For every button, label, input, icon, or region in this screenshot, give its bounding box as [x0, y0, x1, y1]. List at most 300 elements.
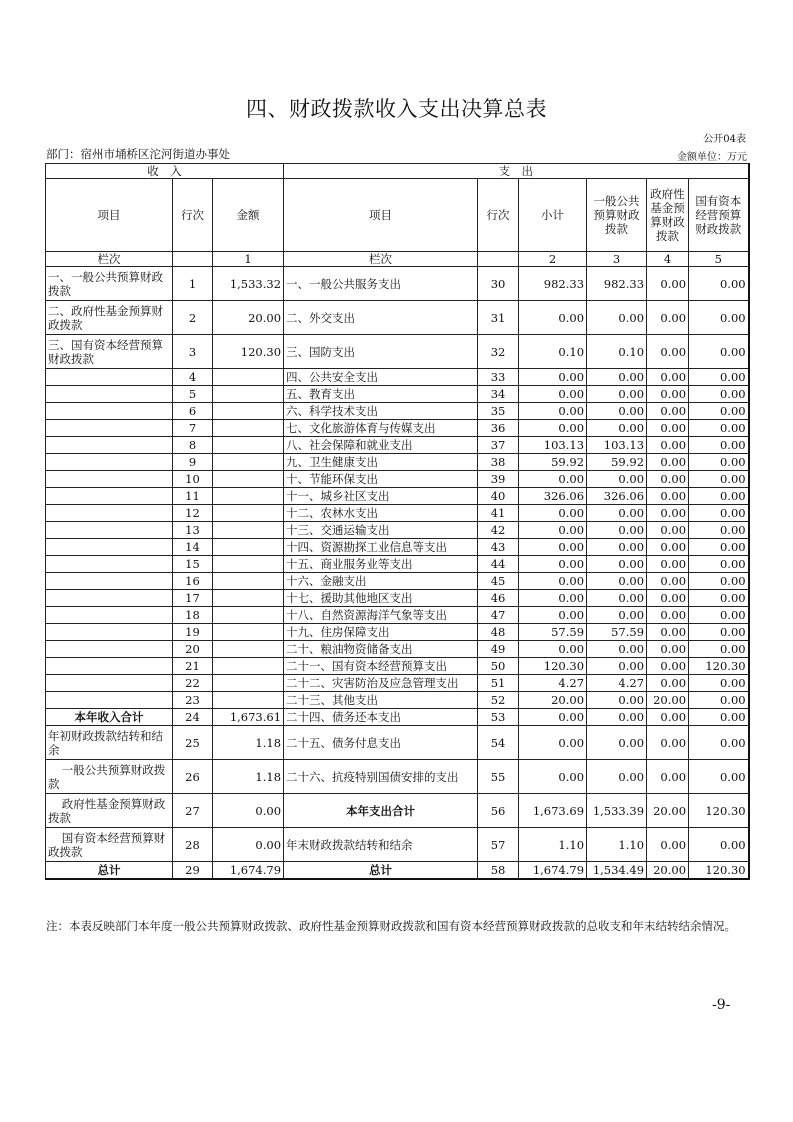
table-row [46, 607, 749, 624]
expense-state-capital-cell: 0.00 [689, 726, 749, 760]
table-row [46, 590, 749, 607]
expense-line-cell: 35 [478, 403, 519, 420]
expense-subtotal-cell: 0.00 [519, 505, 587, 522]
expense-item-cell: 十三、交通运输支出 [284, 522, 478, 539]
income-line-cell: 26 [173, 760, 213, 794]
expense-item-cell: 二十四、债务还本支出 [284, 709, 478, 726]
expense-general-cell: 0.00 [587, 573, 647, 590]
income-amount-cell [213, 420, 284, 437]
expense-gov-fund-cell: 0.00 [647, 709, 689, 726]
income-line-cell: 19 [173, 624, 213, 641]
expense-general-cell: 0.10 [587, 335, 647, 369]
expense-subtotal-cell: 1,674.79 [519, 862, 587, 880]
expense-line-cell: 38 [478, 454, 519, 471]
expense-general-cell: 0.00 [587, 607, 647, 624]
income-item-cell [46, 573, 173, 590]
expense-general-cell: 0.00 [587, 692, 647, 709]
income-item-cell: 三、国有资本经营预算财政拨款 [46, 335, 173, 369]
income-amount-cell: 1.18 [213, 760, 284, 794]
expense-general-cell: 982.33 [587, 267, 647, 301]
expense-gov-fund-cell: 0.00 [647, 522, 689, 539]
expense-state-capital-cell: 0.00 [689, 675, 749, 692]
expense-line-cell: 30 [478, 267, 519, 301]
table-row [46, 454, 749, 471]
expense-gov-fund-cell: 0.00 [647, 369, 689, 386]
income-amount-cell: 1,673.61 [213, 709, 284, 726]
expense-subtotal-cell: 0.00 [519, 709, 587, 726]
expense-subtotal-cell: 0.00 [519, 471, 587, 488]
expense-general-cell: 1,534.49 [587, 862, 647, 880]
income-amount-cell [213, 522, 284, 539]
expense-state-capital-cell: 0.00 [689, 573, 749, 590]
income-line-header: 行次 [173, 179, 213, 252]
expense-subtotal-cell: 0.00 [519, 641, 587, 658]
expense-state-capital-cell: 0.00 [689, 828, 749, 862]
expense-state-capital-cell: 0.00 [689, 437, 749, 454]
expense-line-cell: 50 [478, 658, 519, 675]
column-index-2: 2 [519, 252, 587, 267]
expense-state-capital-cell: 0.00 [689, 403, 749, 420]
expense-item-cell: 十四、资源勘探工业信息等支出 [284, 539, 478, 556]
expense-item-header: 项目 [284, 179, 478, 252]
income-amount-cell [213, 505, 284, 522]
expense-subtotal-cell: 326.06 [519, 488, 587, 505]
expense-state-capital-cell: 120.30 [689, 862, 749, 880]
expense-line-cell: 56 [478, 794, 519, 828]
expense-line-cell: 58 [478, 862, 519, 880]
page-number: -9- [712, 997, 731, 1013]
expense-state-capital-cell: 0.00 [689, 369, 749, 386]
expense-gov-fund-cell: 0.00 [647, 539, 689, 556]
expense-state-capital-cell: 0.00 [689, 692, 749, 709]
income-amount-cell [213, 403, 284, 420]
table-row [46, 675, 749, 692]
expense-subtotal-cell: 0.00 [519, 386, 587, 403]
expense-state-capital-cell: 0.00 [689, 301, 749, 335]
income-amount-cell [213, 386, 284, 403]
expense-general-cell: 0.00 [587, 658, 647, 675]
income-item-cell: 国有资本经营预算财政拨款 [46, 828, 173, 862]
income-line-cell: 23 [173, 692, 213, 709]
expense-gov-fund-cell: 0.00 [647, 267, 689, 301]
form-number: 公开04表 [703, 134, 746, 145]
income-item-cell [46, 675, 173, 692]
income-line-cell: 3 [173, 335, 213, 369]
expense-item-cell: 十五、商业服务业等支出 [284, 556, 478, 573]
table-row [46, 709, 749, 726]
income-item-cell: 政府性基金预算财政拨款 [46, 794, 173, 828]
expense-line-cell: 57 [478, 828, 519, 862]
income-line-cell: 22 [173, 675, 213, 692]
income-line-cell: 21 [173, 658, 213, 675]
income-item-cell [46, 522, 173, 539]
group-header-row [46, 164, 749, 179]
expense-state-capital-cell: 0.00 [689, 522, 749, 539]
income-item-cell [46, 420, 173, 437]
expense-line-cell: 53 [478, 709, 519, 726]
expense-line-header: 行次 [478, 179, 519, 252]
expense-item-cell: 二十五、债务付息支出 [284, 726, 478, 760]
income-item-cell: 年初财政拨款结转和结余 [46, 726, 173, 760]
income-amount-cell [213, 641, 284, 658]
expense-line-cell: 45 [478, 573, 519, 590]
expense-subtotal-cell: 0.00 [519, 590, 587, 607]
department-label: 部门：宿州市埇桥区沱河街道办事处 [46, 147, 230, 161]
income-line-cell: 6 [173, 403, 213, 420]
income-amount-header: 金额 [213, 179, 284, 252]
income-amount-cell: 0.00 [213, 794, 284, 828]
expense-item-cell: 七、文化旅游体育与传媒支出 [284, 420, 478, 437]
income-line-cell: 1 [173, 267, 213, 301]
expense-gov-fund-cell: 0.00 [647, 437, 689, 454]
expense-item-cell: 年末财政拨款结转和结余 [284, 828, 478, 862]
expense-item-cell: 十二、农林水支出 [284, 505, 478, 522]
expense-item-cell: 十八、自然资源海洋气象等支出 [284, 607, 478, 624]
expense-gov-fund-cell: 20.00 [647, 794, 689, 828]
expense-item-cell: 一、一般公共服务支出 [284, 267, 478, 301]
income-item-cell [46, 658, 173, 675]
expense-line-cell: 37 [478, 437, 519, 454]
table-row [46, 420, 749, 437]
income-item-cell: 一、一般公共预算财政拨款 [46, 267, 173, 301]
income-line-cell: 9 [173, 454, 213, 471]
income-line-cell: 10 [173, 471, 213, 488]
expense-general-cell: 57.59 [587, 624, 647, 641]
expense-line-cell: 39 [478, 471, 519, 488]
income-item-cell: 二、政府性基金预算财政拨款 [46, 301, 173, 335]
expense-item-cell: 十一、城乡社区支出 [284, 488, 478, 505]
income-item-cell [46, 369, 173, 386]
expense-state-capital-cell: 0.00 [689, 709, 749, 726]
income-item-cell [46, 539, 173, 556]
expense-general-cell: 0.00 [587, 471, 647, 488]
expense-gov-fund-cell: 0.00 [647, 420, 689, 437]
income-amount-cell [213, 590, 284, 607]
expense-subtotal-cell: 0.00 [519, 760, 587, 794]
table-row [46, 301, 749, 335]
income-amount-cell [213, 573, 284, 590]
expense-general-cell: 1.10 [587, 828, 647, 862]
expense-subtotal-cell: 0.00 [519, 522, 587, 539]
expense-subtotal-cell: 20.00 [519, 692, 587, 709]
income-item-cell [46, 386, 173, 403]
income-line-cell: 8 [173, 437, 213, 454]
expense-line-cell: 49 [478, 641, 519, 658]
column-index-label: 栏次 [46, 252, 173, 267]
expense-line-cell: 42 [478, 522, 519, 539]
table-row [46, 386, 749, 403]
expense-item-cell: 五、教育支出 [284, 386, 478, 403]
expense-line-cell: 51 [478, 675, 519, 692]
table-row [46, 624, 749, 641]
expense-gov-fund-cell: 20.00 [647, 862, 689, 880]
expense-subtotal-cell: 0.00 [519, 403, 587, 420]
income-amount-cell: 1.18 [213, 726, 284, 760]
column-index-4: 4 [647, 252, 689, 267]
expense-state-capital-cell: 0.00 [689, 624, 749, 641]
income-item-cell: 本年收入合计 [46, 709, 173, 726]
income-amount-cell [213, 471, 284, 488]
table-row [46, 760, 749, 794]
expense-general-cell: 326.06 [587, 488, 647, 505]
expense-gov-fund-cell: 20.00 [647, 692, 689, 709]
income-line-cell: 24 [173, 709, 213, 726]
table-row [46, 488, 749, 505]
income-line-cell: 5 [173, 386, 213, 403]
column-index-1: 1 [213, 252, 284, 267]
expense-item-cell: 二十二、灾害防治及应急管理支出 [284, 675, 478, 692]
expense-line-cell: 47 [478, 607, 519, 624]
expense-subtotal-cell: 59.92 [519, 454, 587, 471]
expense-line-cell: 40 [478, 488, 519, 505]
table-body [46, 267, 749, 880]
table-row [46, 437, 749, 454]
expense-line-cell: 32 [478, 335, 519, 369]
income-amount-cell [213, 369, 284, 386]
income-item-cell: 一般公共预算财政拨款 [46, 760, 173, 794]
expense-line-cell: 55 [478, 760, 519, 794]
expense-gov-fund-cell: 0.00 [647, 641, 689, 658]
expense-item-cell: 十七、援助其他地区支出 [284, 590, 478, 607]
income-line-cell: 13 [173, 522, 213, 539]
expense-gov-fund-cell: 0.00 [647, 556, 689, 573]
expense-state-capital-cell: 120.30 [689, 658, 749, 675]
expense-general-cell: 0.00 [587, 556, 647, 573]
income-amount-cell [213, 488, 284, 505]
expense-subtotal-cell: 0.00 [519, 607, 587, 624]
expense-subtotal-cell: 0.00 [519, 301, 587, 335]
income-item-cell [46, 505, 173, 522]
expense-state-capital-cell: 0.00 [689, 760, 749, 794]
expense-subtotal-cell: 982.33 [519, 267, 587, 301]
expense-state-capital-cell: 0.00 [689, 335, 749, 369]
table-row [46, 335, 749, 369]
expense-line-cell: 33 [478, 369, 519, 386]
page-title: 四、财政拨款收入支出决算总表 [246, 97, 547, 121]
budget-summary-table [45, 163, 750, 880]
expense-line-cell: 52 [478, 692, 519, 709]
expense-gov-fund-cell: 0.00 [647, 335, 689, 369]
column-index-3: 3 [587, 252, 647, 267]
table-row [46, 267, 749, 301]
income-item-cell [46, 607, 173, 624]
expense-item-cell: 二十三、其他支出 [284, 692, 478, 709]
expense-state-capital-cell: 0.00 [689, 454, 749, 471]
expense-general-cell: 1,533.39 [587, 794, 647, 828]
expense-general-header: 一般公共预算财政拨款 [587, 179, 647, 252]
expense-state-capital-cell: 0.00 [689, 386, 749, 403]
expense-general-cell: 0.00 [587, 641, 647, 658]
expense-general-cell: 0.00 [587, 709, 647, 726]
expense-item-cell: 三、国防支出 [284, 335, 478, 369]
income-amount-cell [213, 539, 284, 556]
expense-gov-fund-cell: 0.00 [647, 760, 689, 794]
expense-gov-fund-cell: 0.00 [647, 675, 689, 692]
column-index-5: 5 [689, 252, 749, 267]
expense-line-cell: 44 [478, 556, 519, 573]
expense-gov-fund-cell: 0.00 [647, 403, 689, 420]
expense-general-cell: 0.00 [587, 726, 647, 760]
income-line-cell: 28 [173, 828, 213, 862]
expense-gov-fund-cell: 0.00 [647, 454, 689, 471]
table-row [46, 862, 749, 880]
expense-line-cell: 43 [478, 539, 519, 556]
expense-item-cell: 本年支出合计 [284, 794, 478, 828]
income-line-cell: 7 [173, 420, 213, 437]
income-line-cell: 16 [173, 573, 213, 590]
expense-item-cell: 十九、住房保障支出 [284, 624, 478, 641]
empty-cell [173, 252, 213, 267]
table-row [46, 573, 749, 590]
expense-item-cell: 六、科学技术支出 [284, 403, 478, 420]
expense-item-cell: 二十一、国有资本经营预算支出 [284, 658, 478, 675]
expense-subtotal-cell: 0.00 [519, 369, 587, 386]
income-item-cell [46, 624, 173, 641]
expense-state-capital-cell: 0.00 [689, 505, 749, 522]
expense-subtotal-cell: 57.59 [519, 624, 587, 641]
expense-gov-fund-cell: 0.00 [647, 505, 689, 522]
expense-subtotal-cell: 103.13 [519, 437, 587, 454]
footnote: 注：本表反映部门本年度一般公共预算财政拨款、政府性基金预算财政拨款和国有资本经营预算财政拨款的总收支和年末结转结余情况。 [46, 919, 736, 933]
table-row [46, 658, 749, 675]
income-line-cell: 14 [173, 539, 213, 556]
expense-state-capital-cell: 0.00 [689, 539, 749, 556]
expense-state-capital-cell: 0.00 [689, 471, 749, 488]
table-row [46, 505, 749, 522]
income-amount-cell: 1,533.32 [213, 267, 284, 301]
expense-gov-fund-cell: 0.00 [647, 471, 689, 488]
table-row [46, 539, 749, 556]
income-amount-cell [213, 437, 284, 454]
column-index-label: 栏次 [284, 252, 478, 267]
income-amount-cell [213, 658, 284, 675]
expense-general-cell: 103.13 [587, 437, 647, 454]
expense-general-cell: 0.00 [587, 539, 647, 556]
expense-gov-fund-cell: 0.00 [647, 573, 689, 590]
expense-general-cell: 0.00 [587, 386, 647, 403]
income-line-cell: 2 [173, 301, 213, 335]
expense-line-cell: 34 [478, 386, 519, 403]
income-amount-cell [213, 675, 284, 692]
expense-subtotal-cell: 0.10 [519, 335, 587, 369]
expense-line-cell: 41 [478, 505, 519, 522]
expense-item-cell: 四、公共安全支出 [284, 369, 478, 386]
expense-line-cell: 31 [478, 301, 519, 335]
expense-general-cell: 0.00 [587, 301, 647, 335]
expense-item-cell: 总计 [284, 862, 478, 880]
income-line-cell: 29 [173, 862, 213, 880]
expense-general-cell: 0.00 [587, 420, 647, 437]
expense-state-capital-cell: 0.00 [689, 556, 749, 573]
income-amount-cell [213, 556, 284, 573]
income-item-cell [46, 471, 173, 488]
expense-general-cell: 0.00 [587, 403, 647, 420]
expense-line-cell: 48 [478, 624, 519, 641]
expense-item-cell: 九、卫生健康支出 [284, 454, 478, 471]
income-line-cell: 12 [173, 505, 213, 522]
expense-subtotal-cell: 0.00 [519, 539, 587, 556]
table-row [46, 726, 749, 760]
expense-item-cell: 二十六、抗疫特别国债安排的支出 [284, 760, 478, 794]
expense-group-header: 支 出 [284, 164, 749, 179]
table-row [46, 369, 749, 386]
expense-subtotal-cell: 0.00 [519, 556, 587, 573]
expense-gov-fund-cell: 0.00 [647, 590, 689, 607]
income-amount-cell [213, 624, 284, 641]
expense-line-cell: 54 [478, 726, 519, 760]
unit-label: 金额单位：万元 [677, 152, 747, 163]
income-line-cell: 18 [173, 607, 213, 624]
income-line-cell: 11 [173, 488, 213, 505]
expense-general-cell: 0.00 [587, 505, 647, 522]
income-line-cell: 17 [173, 590, 213, 607]
table-row [46, 522, 749, 539]
expense-gov-fund-cell: 0.00 [647, 658, 689, 675]
expense-item-cell: 十、节能环保支出 [284, 471, 478, 488]
expense-gov-fund-cell: 0.00 [647, 726, 689, 760]
income-amount-cell: 0.00 [213, 828, 284, 862]
expense-state-capital-header: 国有资本经营预算财政拨款 [689, 179, 749, 252]
income-item-cell [46, 641, 173, 658]
income-line-cell: 27 [173, 794, 213, 828]
expense-general-cell: 0.00 [587, 522, 647, 539]
income-item-cell [46, 590, 173, 607]
income-item-cell [46, 437, 173, 454]
expense-subtotal-cell: 0.00 [519, 573, 587, 590]
income-item-cell: 总计 [46, 862, 173, 880]
income-item-cell [46, 556, 173, 573]
expense-subtotal-cell: 0.00 [519, 420, 587, 437]
income-line-cell: 15 [173, 556, 213, 573]
expense-gov-fund-cell: 0.00 [647, 828, 689, 862]
income-line-cell: 4 [173, 369, 213, 386]
expense-general-cell: 0.00 [587, 590, 647, 607]
table-row [46, 641, 749, 658]
expense-line-cell: 36 [478, 420, 519, 437]
expense-subtotal-cell: 1.10 [519, 828, 587, 862]
expense-state-capital-cell: 0.00 [689, 590, 749, 607]
table-row [46, 794, 749, 828]
income-item-cell [46, 488, 173, 505]
expense-state-capital-cell: 0.00 [689, 267, 749, 301]
income-amount-cell: 1,674.79 [213, 862, 284, 880]
income-line-cell: 25 [173, 726, 213, 760]
income-amount-cell: 120.30 [213, 335, 284, 369]
expense-general-cell: 0.00 [587, 760, 647, 794]
empty-cell [478, 252, 519, 267]
income-amount-cell [213, 692, 284, 709]
expense-item-cell: 十六、金融支出 [284, 573, 478, 590]
income-item-cell [46, 692, 173, 709]
table-row [46, 471, 749, 488]
income-amount-cell [213, 607, 284, 624]
expense-general-cell: 4.27 [587, 675, 647, 692]
expense-gov-fund-cell: 0.00 [647, 386, 689, 403]
income-item-header: 项目 [46, 179, 173, 252]
expense-subtotal-cell: 0.00 [519, 726, 587, 760]
expense-state-capital-cell: 0.00 [689, 488, 749, 505]
expense-subtotal-cell: 120.30 [519, 658, 587, 675]
expense-gov-fund-cell: 0.00 [647, 488, 689, 505]
income-amount-cell [213, 454, 284, 471]
expense-state-capital-cell: 120.30 [689, 794, 749, 828]
expense-gov-fund-cell: 0.00 [647, 301, 689, 335]
expense-general-cell: 0.00 [587, 369, 647, 386]
expense-subtotal-cell: 4.27 [519, 675, 587, 692]
expense-gov-fund-cell: 0.00 [647, 624, 689, 641]
table-row [46, 556, 749, 573]
expense-item-cell: 二、外交支出 [284, 301, 478, 335]
